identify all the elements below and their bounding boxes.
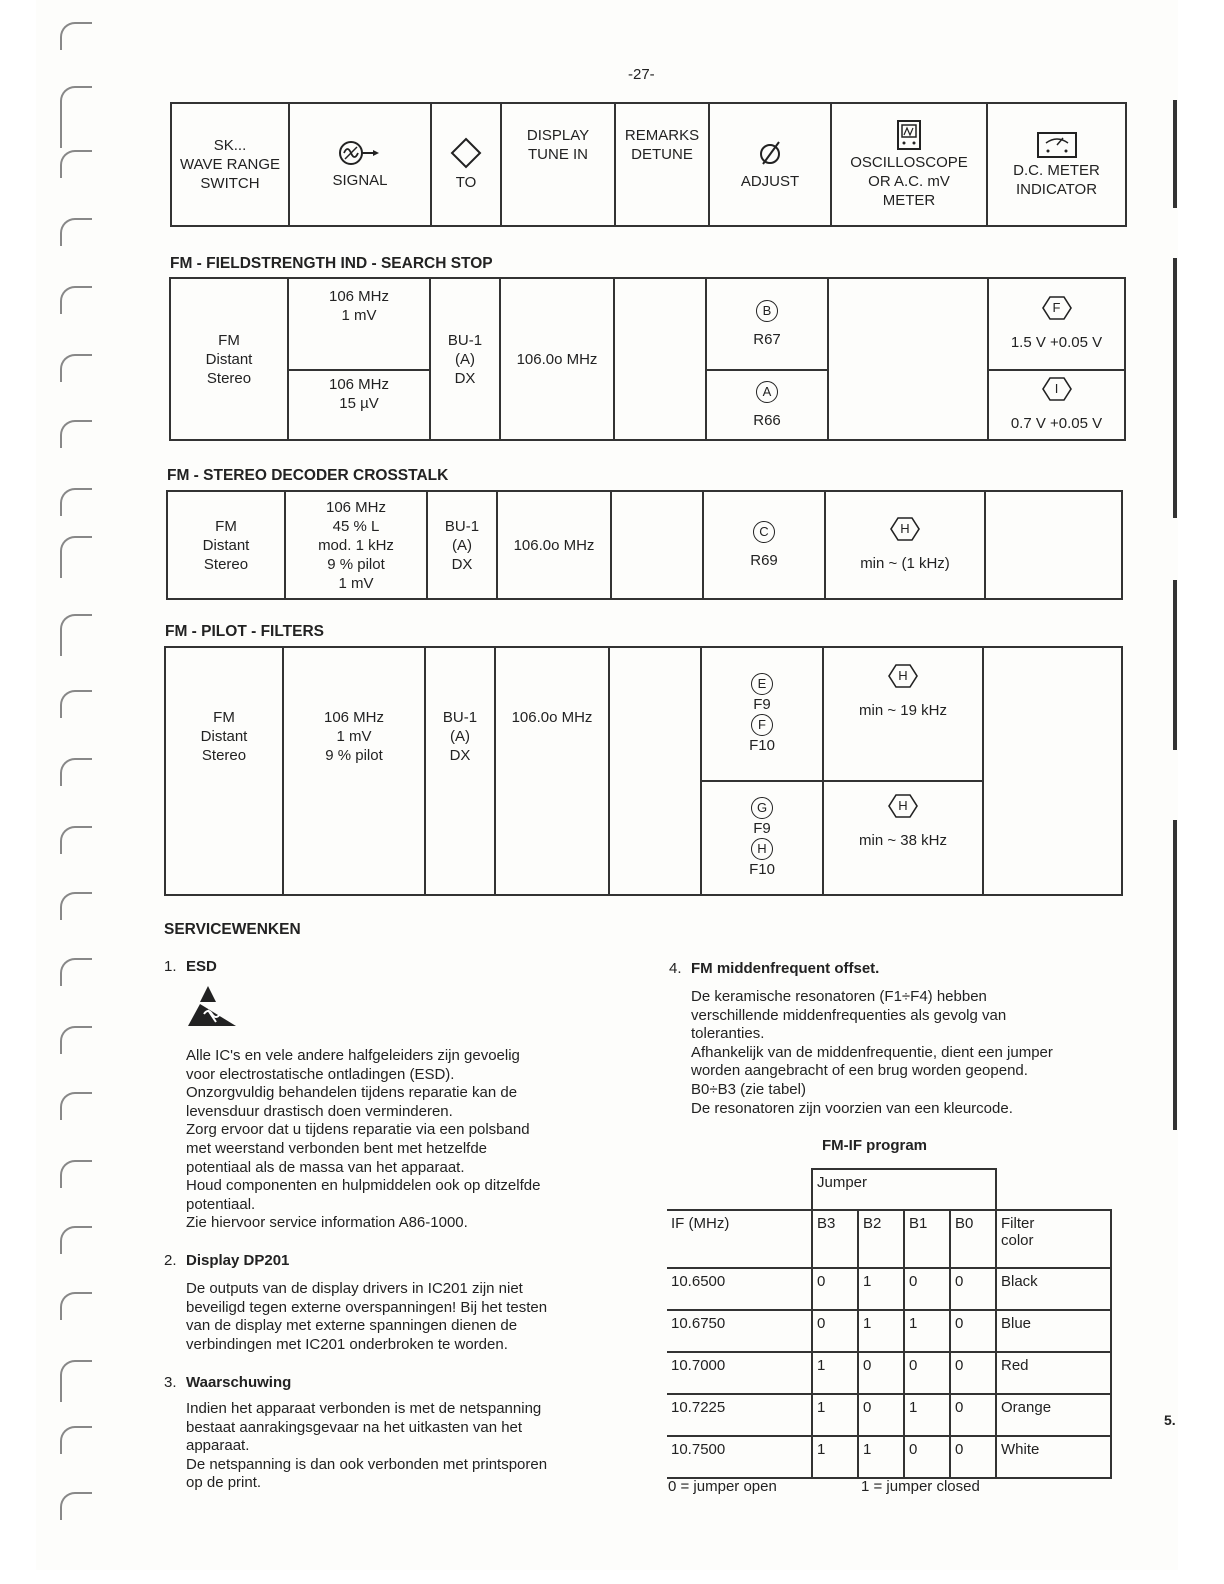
scope-point-h-icon: H <box>888 664 918 688</box>
item4-text: De keramische resonatoren (F1÷F4) hebben verschillende middenfrequenties als gevolg van toleranties. Afhankelijk van de middenfrequentie, dient een jumper worden aangebracht of een brug worden geopend. B0÷B3 (zie tabel) De resonatoren zijn voorzien van een kleurcode. <box>691 988 1053 1117</box>
fs-to: BU-1 (A) DX <box>430 278 500 440</box>
binder-hole <box>60 1360 92 1402</box>
binder-hole <box>60 1160 92 1188</box>
if-cell-b0: 0 <box>950 1352 996 1394</box>
table-row <box>667 1352 1111 1394</box>
fs-tune: 106.0o MHz <box>500 278 614 440</box>
if-cell-b1: 1 <box>904 1394 950 1436</box>
pf-dc-meter <box>983 647 1122 895</box>
if-col-header-b2: B2 <box>858 1210 904 1268</box>
binder-hole <box>60 1426 92 1454</box>
item2-title: Display DP201 <box>186 1252 290 1269</box>
if-cell-b2: 1 <box>858 1268 904 1310</box>
test-point-e-icon: E <box>751 673 773 695</box>
binder-hole <box>60 86 92 148</box>
if-cell-color: Black <box>996 1268 1111 1310</box>
section-title-pilot: FM - PILOT - FILTERS <box>165 623 324 640</box>
table-row <box>667 1394 1111 1436</box>
binder-hole <box>60 150 92 178</box>
pf-switch: FM Distant Stereo <box>165 647 283 895</box>
if-jumper-header: Jumper <box>812 1169 996 1210</box>
item3-text: Indien het apparaat verbonden is met de netspanning bestaat aanrakingsgevaar na het uitkasten van het apparaat. De netspanning is dan ook verbonden met printsporen op de print. <box>186 1400 548 1492</box>
if-cell-b2: 0 <box>858 1394 904 1436</box>
header-table <box>170 102 1127 227</box>
if-cell-color: Blue <box>996 1310 1111 1352</box>
table-row <box>667 1268 1111 1310</box>
test-point-g-icon: G <box>751 797 773 819</box>
binder-hole <box>60 536 92 578</box>
oscilloscope-icon <box>834 119 984 153</box>
ct-to: BU-1 (A) DX <box>427 491 497 599</box>
if-cell-b1: 0 <box>904 1352 950 1394</box>
binder-hole <box>60 826 92 854</box>
if-cell-color: Orange <box>996 1394 1111 1436</box>
fs-meter-b-value: 0.7 V +0.05 V <box>1010 415 1103 432</box>
if-program-table <box>667 1168 1112 1479</box>
header-dc-meter <box>987 103 1126 226</box>
fs-signal-a: 106 MHz 1 mV <box>288 278 430 370</box>
test-point-f-icon: F <box>751 714 773 736</box>
meter-point-i-icon: I <box>1042 377 1072 401</box>
ct-signal: 106 MHz 45 % L mod. 1 kHz 9 % pilot 1 mV <box>285 491 427 599</box>
pf-adjust-a <box>701 647 823 781</box>
if-cell-b2: 0 <box>858 1352 904 1394</box>
pf-remarks <box>609 647 701 895</box>
item1-title: ESD <box>186 958 217 975</box>
dc-meter-icon <box>990 131 1123 161</box>
legend-closed: 1 = jumper closed <box>861 1478 980 1495</box>
pf-adjust-b <box>701 781 823 895</box>
if-cell-freq: 10.7225 <box>667 1394 812 1436</box>
binder-hole <box>60 488 92 516</box>
header-adjust-label: ADJUST <box>740 173 800 190</box>
pf-to: BU-1 (A) DX <box>425 647 495 895</box>
ct-remarks <box>611 491 703 599</box>
ct-dc-meter <box>985 491 1122 599</box>
item4-title: FM middenfrequent offset. <box>691 960 880 977</box>
ct-adjust <box>703 491 825 599</box>
fs-adjust-b-label: R66 <box>753 411 781 429</box>
if-empty-corner-right <box>996 1169 1111 1210</box>
legend-open: 0 = jumper open <box>668 1478 777 1495</box>
binder-hole <box>60 1026 92 1054</box>
binder-hole <box>60 420 92 448</box>
if-col-header-b0: B0 <box>950 1210 996 1268</box>
header-signal <box>289 103 431 226</box>
if-cell-b3: 0 <box>812 1268 858 1310</box>
if-empty-corner <box>667 1169 812 1210</box>
ct-tune: 106.0o MHz <box>497 491 611 599</box>
pf-adjust-b-f9: F9 <box>753 820 771 837</box>
header-adjust <box>709 103 831 226</box>
pf-adjust-b-f10: F10 <box>749 861 775 878</box>
fs-oscilloscope <box>828 278 988 440</box>
header-dc-meter-label: D.C. METER INDICATOR <box>1013 161 1100 198</box>
if-cell-b1: 0 <box>904 1268 950 1310</box>
binder-hole <box>60 690 92 718</box>
scope-point-h-icon: H <box>888 794 918 818</box>
if-cell-color: Red <box>996 1352 1111 1394</box>
if-cell-b0: 0 <box>950 1436 996 1478</box>
header-switch: SK... WAVE RANGE SWITCH <box>171 103 289 226</box>
header-display: DISPLAY TUNE IN <box>501 103 615 226</box>
if-cell-color: White <box>996 1436 1111 1478</box>
if-cell-b1: 1 <box>904 1310 950 1352</box>
pf-scope-a <box>823 647 983 781</box>
if-cell-freq: 10.7000 <box>667 1352 812 1394</box>
edge-line <box>1173 100 1177 208</box>
fs-adjust-a <box>706 278 828 370</box>
pf-tune: 106.0o MHz <box>495 647 609 895</box>
binder-hole <box>60 218 92 246</box>
if-col-header-b3: B3 <box>812 1210 858 1268</box>
test-point-h-icon: H <box>751 838 773 860</box>
section-title-crosstalk: FM - STEREO DECODER CROSSTALK <box>167 467 449 484</box>
edge-line <box>1173 258 1177 518</box>
binder-hole <box>60 614 92 656</box>
ct-oscilloscope-value: min ~ (1 kHz) <box>860 555 950 572</box>
binder-hole <box>60 1292 92 1320</box>
item1-text: Alle IC's en vele andere halfgeleiders zijn gevoelig voor electrostatische ontladingen (ESD). Onzorgvuldig behandelen tijdens reparatie kan de levensduur drastisch doen verminderen. Zorg ervoor dat u tijdens reparatie via een polsband met weerstand verbonden bent met hetzelfde potentiaal als de massa van het apparaat. Houd componenten en hulpmiddelen ook op ditzelfde potentiaal. Zie hiervoor service information A86-1000. <box>186 1047 541 1232</box>
if-cell-freq: 10.7500 <box>667 1436 812 1478</box>
binder-hole <box>60 22 92 50</box>
table-pilot <box>164 646 1123 896</box>
ct-oscilloscope <box>825 491 985 599</box>
ct-switch: FM Distant Stereo <box>167 491 285 599</box>
if-cell-b0: 0 <box>950 1268 996 1310</box>
binder-hole <box>60 1492 92 1520</box>
meter-point-f-icon: F <box>1042 296 1072 320</box>
if-cell-b0: 0 <box>950 1394 996 1436</box>
if-cell-b2: 1 <box>858 1310 904 1352</box>
edge-line <box>1173 580 1177 750</box>
pf-scope-b-value: min ~ 38 kHz <box>859 832 947 849</box>
pf-scope-a-value: min ~ 19 kHz <box>859 702 947 719</box>
binder-hole <box>60 354 92 382</box>
if-cell-b3: 1 <box>812 1352 858 1394</box>
header-to-label: TO <box>455 174 477 191</box>
header-to <box>431 103 501 226</box>
table-fieldstrength <box>169 277 1126 441</box>
if-cell-b0: 0 <box>950 1310 996 1352</box>
ct-adjust-label: R69 <box>750 551 778 569</box>
header-signal-label: SIGNAL <box>332 172 388 189</box>
test-point-b-icon: B <box>756 300 778 322</box>
if-cell-b2: 1 <box>858 1436 904 1478</box>
if-cell-freq: 10.6500 <box>667 1268 812 1310</box>
if-col-header-b1: B1 <box>904 1210 950 1268</box>
fs-adjust-a-label: R67 <box>753 330 781 348</box>
item2-text: De outputs van de display drivers in IC201 zijn niet beveiligd tegen externe overspanningen! Bij het testen van de display met externe spanningen dienen de verbindingen met IC201 onderbroken te worden. <box>186 1280 548 1353</box>
scope-point-h-icon: H <box>890 517 920 541</box>
item2-number: 2. <box>164 1252 177 1269</box>
binder-hole <box>60 958 92 986</box>
if-table-title: FM-IF program <box>822 1137 927 1154</box>
pf-signal: 106 MHz 1 mV 9 % pilot <box>283 647 425 895</box>
edge-line <box>1173 820 1177 1130</box>
binder-hole <box>60 286 92 314</box>
binder-hole <box>60 1092 92 1120</box>
test-point-c-icon: C <box>753 521 775 543</box>
fs-adjust-b <box>706 370 828 440</box>
margin-mark: 5. <box>1164 1412 1176 1428</box>
binder-hole <box>60 758 92 786</box>
pf-scope-b <box>823 781 983 895</box>
binder-hole <box>60 892 92 920</box>
header-oscilloscope <box>831 103 987 226</box>
binder-holes <box>46 0 96 1584</box>
pf-adjust-a-f10: F10 <box>749 737 775 754</box>
esd-warning-icon <box>186 984 238 1033</box>
if-cell-b1: 0 <box>904 1436 950 1478</box>
table-row <box>667 1436 1111 1478</box>
table-row <box>667 1310 1111 1352</box>
if-cell-b3: 0 <box>812 1310 858 1352</box>
signal-generator-icon <box>292 139 428 171</box>
test-point-a-icon: A <box>756 381 778 403</box>
pf-adjust-a-f9: F9 <box>753 696 771 713</box>
if-col-header-filter: Filter color <box>996 1210 1111 1268</box>
item3-title: Waarschuwing <box>186 1374 292 1391</box>
item4-number: 4. <box>669 960 682 977</box>
item1-number: 1. <box>164 958 177 975</box>
table-crosstalk <box>166 490 1123 600</box>
service-title: SERVICEWENKEN <box>164 921 301 938</box>
fs-meter-a <box>988 278 1125 370</box>
header-oscilloscope-label: OSCILLOSCOPE OR A.C. mV METER <box>850 154 968 209</box>
if-cell-freq: 10.6750 <box>667 1310 812 1352</box>
page-number: -27- <box>628 66 655 83</box>
if-cell-b3: 1 <box>812 1394 858 1436</box>
binder-hole <box>60 1226 92 1254</box>
fs-meter-b <box>988 370 1125 440</box>
fs-signal-b: 106 MHz 15 µV <box>288 370 430 440</box>
if-col-header-if: IF (MHz) <box>667 1210 812 1268</box>
item3-number: 3. <box>164 1374 177 1391</box>
fs-meter-a-value: 1.5 V +0.05 V <box>1010 334 1103 351</box>
adjust-icon <box>712 138 828 172</box>
test-point-icon <box>434 137 498 173</box>
section-title-fieldstrength: FM - FIELDSTRENGTH IND - SEARCH STOP <box>170 255 493 272</box>
if-cell-b3: 1 <box>812 1436 858 1478</box>
fs-remarks <box>614 278 706 440</box>
header-remarks: REMARKS DETUNE <box>615 103 709 226</box>
fs-switch: FM Distant Stereo <box>170 278 288 440</box>
